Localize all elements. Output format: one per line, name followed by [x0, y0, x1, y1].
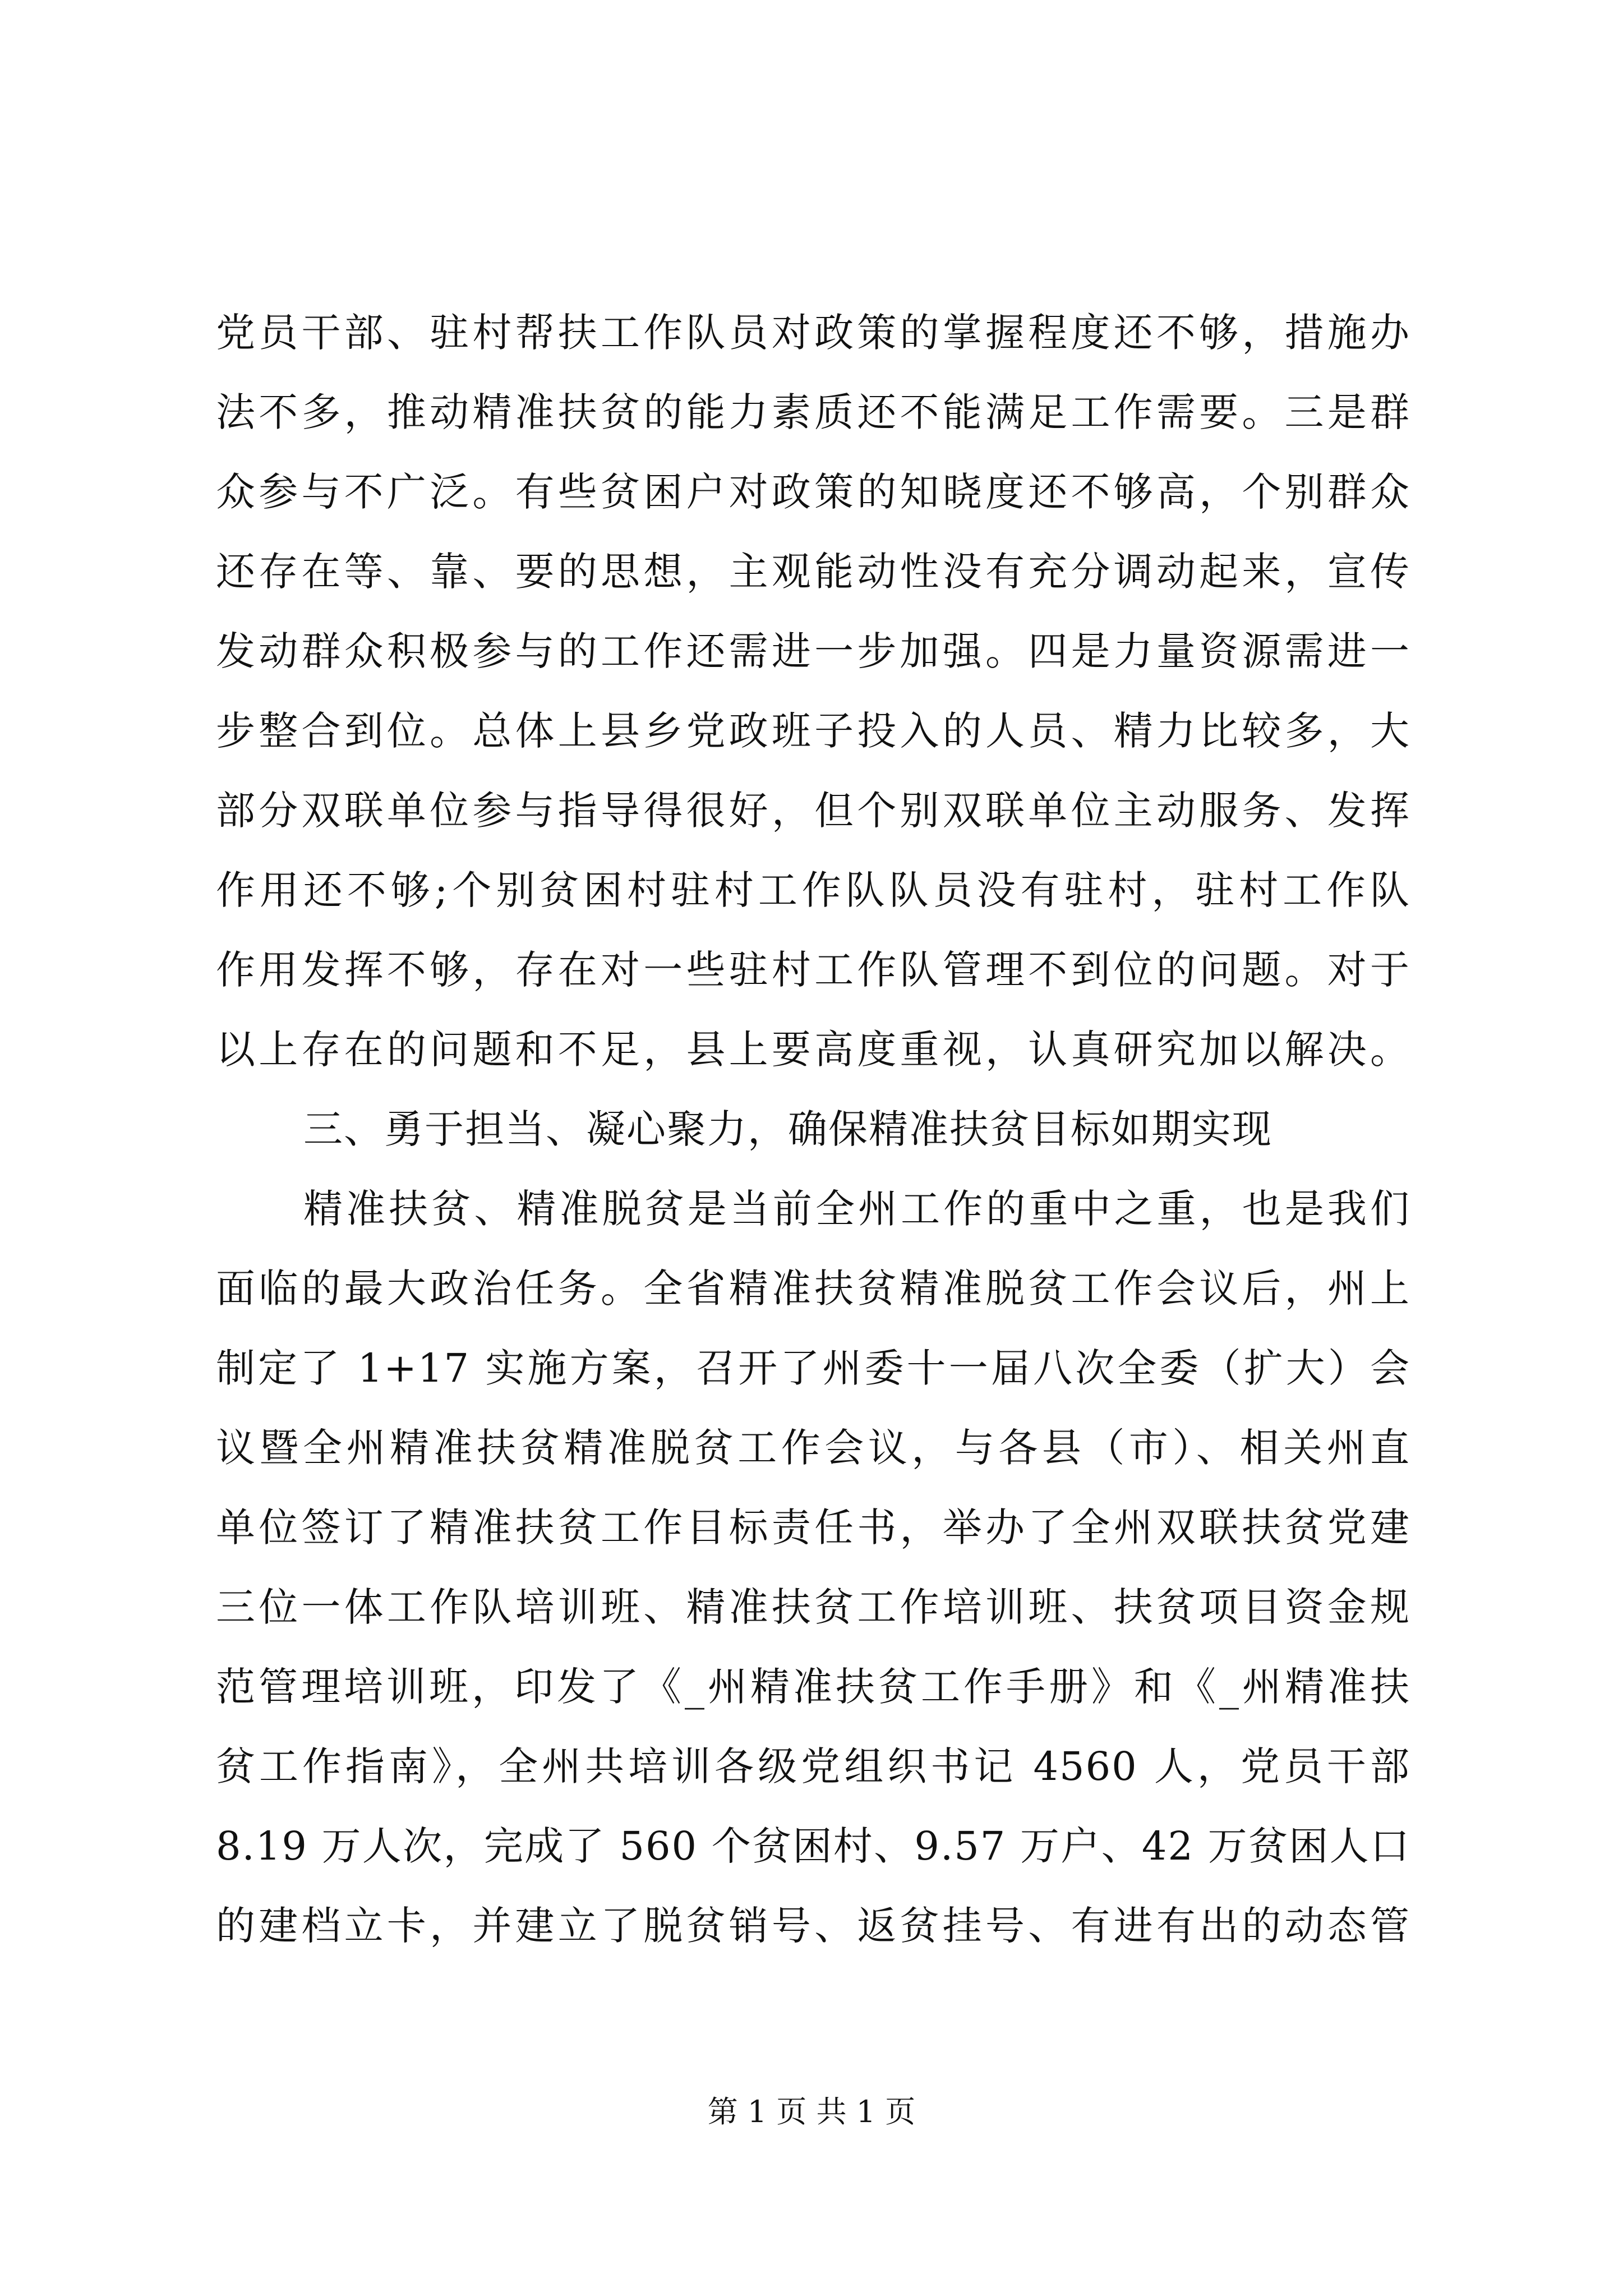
text-line: 步整合到位。总体上县乡党政班子投入的人员、精力比较多，大: [216, 708, 1410, 754]
text-line: 众参与不广泛。有些贫困户对政策的知晓度还不够高，个别群众: [216, 469, 1410, 515]
section-heading: 三、勇于担当、凝心聚力，确保精准扶贫目标如期实现: [303, 1106, 1272, 1152]
body-text: [216, 293, 1410, 1966]
text-line: 范管理培训班，印发了《_州精准扶贫工作手册》和《_州精准扶: [216, 1664, 1410, 1710]
text-line: 党员干部、驻村帮扶工作队员对政策的掌握程度还不够，措施办: [216, 310, 1410, 356]
text-line: 发动群众积极参与的工作还需进一步加强。四是力量资源需进一: [216, 628, 1410, 674]
text-line: 的建档立卡，并建立了脱贫销号、返贫挂号、有进有出的动态管: [216, 1903, 1410, 1949]
text-line: 贫工作指南》，全州共培训各级党组织书记 4560 人，党员干部: [216, 1743, 1410, 1789]
page-footer: 第 1 页 共 1 页: [707, 2094, 916, 2129]
text-line: 8.19 万人次，完成了 560 个贫困村、9.57 万户、42 万贫困人口: [216, 1823, 1410, 1869]
text-line: 部分双联单位参与指导得很好，但个别双联单位主动服务、发挥: [216, 788, 1410, 834]
text-line: 作用发挥不够，存在对一些驻村工作队管理不到位的问题。对于: [216, 947, 1410, 993]
text-line: 还存在等、靠、要的思想，主观能动性没有充分调动起来，宣传: [216, 549, 1410, 595]
text-line: 面临的最大政治任务。全省精准扶贫精准脱贫工作会议后，州上: [216, 1266, 1410, 1312]
text-line: 法不多，推动精准扶贫的能力素质还不能满足工作需要。三是群: [216, 389, 1410, 435]
text-line: 制定了 1+17 实施方案，召开了州委十一届八次全委（扩大）会: [216, 1345, 1410, 1391]
text-line: 三位一体工作队培训班、精准扶贫工作培训班、扶贫项目资金规: [216, 1584, 1410, 1630]
paragraph-first-line: 精准扶贫、精准脱贫是当前全州工作的重中之重，也是我们: [303, 1186, 1410, 1232]
text-line: 作用还不够;个别贫困村驻村工作队队员没有驻村，驻村工作队: [216, 867, 1410, 913]
text-line: 单位签订了精准扶贫工作目标责任书，举办了全州双联扶贫党建: [216, 1504, 1410, 1550]
text-line: 议暨全州精准扶贫精准脱贫工作会议，与各县（市）、相关州直: [216, 1425, 1410, 1471]
text-line: 以上存在的问题和不足，县上要高度重视，认真研究加以解决。: [216, 1027, 1410, 1073]
